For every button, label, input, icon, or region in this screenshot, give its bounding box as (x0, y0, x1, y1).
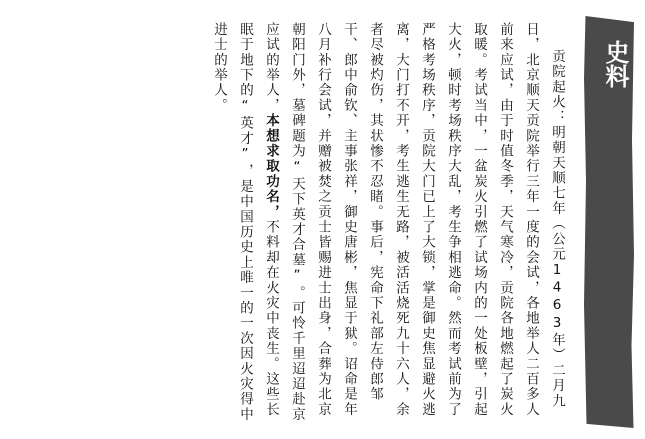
article-paragraph-text-end: 不料却在火灾中丧生。这些长眠于地下的“英才”，是中国历史上唯一的一次因火灾得中进士的举人。 (211, 22, 279, 423)
sidebar-title: 史料 (601, 40, 629, 88)
article-body (212, 22, 570, 427)
article-paragraph (206, 22, 570, 427)
article-emphasis: 本想求取功名， (263, 113, 279, 220)
article-paragraph-text: 贡院起火：明朝天顺七年（公元1463年）二月九日，北京顺天贡院举行三年一度的会试，各地举人二百多人前来应试，由于时值冬季，天气寒冷，贡院各地燃起了炭火取暖。考试当中，一盆炭火引燃了试场内的一处板壁，引起大火，顿时考场秩序大乱，考生争相逃命。然而考试前为了严格考场秩序，贡院大门已上了大锁，掌是御史焦显避火逃离，大门打不开，考生逃生无路，被活活烧死九十六人，余者尽被灼伤，其状惨不忍睹。事后，宪命下礼部左侍郎邹干、郎中俞钦、主事张祥，御史唐彬，焦显于狱。诏命是年八月补行会试，并赠被焚之贡士皆赐进士出身，合葬为北京朝阳门外，墓碑题为“天下英才合墓”。可怜千里迢迢赴京应试的举人， (263, 22, 565, 423)
